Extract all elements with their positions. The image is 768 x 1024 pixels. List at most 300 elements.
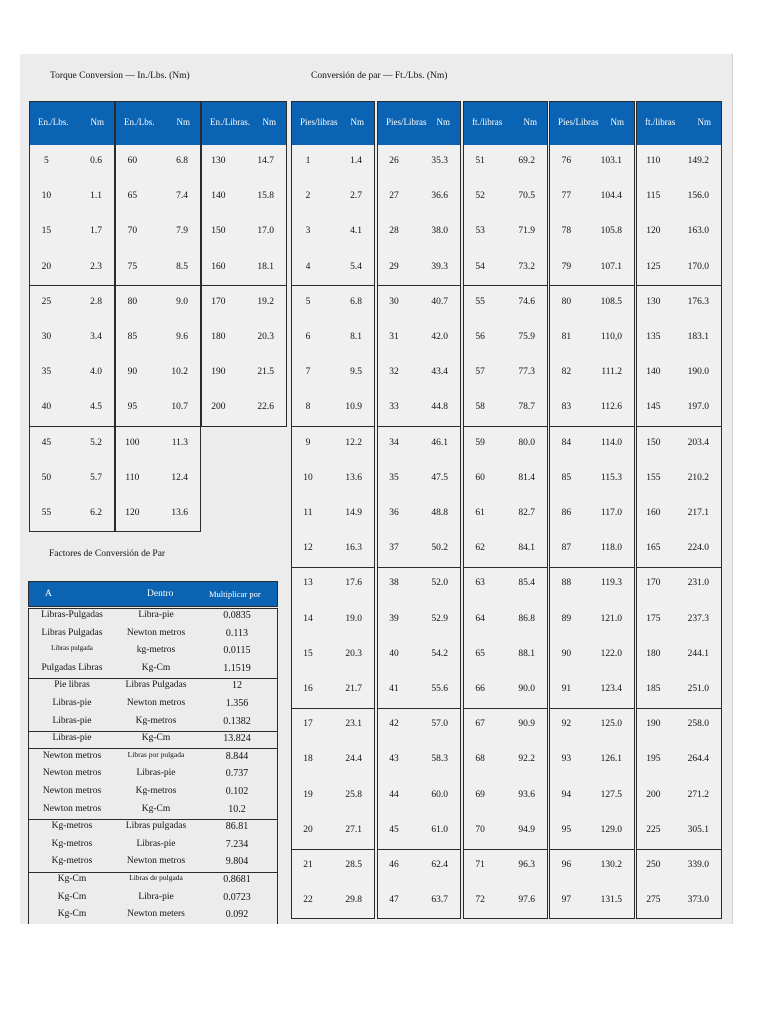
cell-nm: 210.2	[687, 472, 709, 483]
cell-nm: 14.7	[257, 156, 274, 166]
factor-from: Libras Pulgadas	[41, 627, 103, 638]
cell-value: 45	[41, 437, 52, 448]
factor-from: Libras-pie	[52, 715, 92, 726]
heading-factors: Factores de Conversión de Par	[49, 549, 166, 559]
cell-value: 85	[561, 472, 572, 483]
cell-nm: 25.8	[345, 789, 362, 800]
cell-value: 3	[305, 226, 311, 237]
factor-row	[28, 784, 278, 802]
factor-to: Libras de pulgada	[129, 873, 183, 882]
cell-value: 19	[303, 789, 313, 800]
in-table-2	[115, 101, 201, 532]
cell-nm: 197.0	[687, 402, 709, 413]
table-row	[550, 427, 634, 462]
header-unit: ft./libras	[472, 117, 503, 127]
cell-value: 190	[646, 719, 661, 730]
cell-value: 8	[305, 402, 311, 413]
table-row	[464, 145, 547, 180]
cell-nm: 70.5	[518, 191, 535, 202]
cell-value: 59	[475, 437, 485, 448]
cell-value: 6	[305, 332, 311, 342]
cell-value: 38	[389, 578, 399, 589]
cell-nm: 85.4	[518, 578, 535, 589]
factor-multiplier: 7.234	[225, 838, 249, 850]
cell-nm: 55.6	[431, 684, 448, 694]
table-row	[550, 849, 634, 884]
table-row	[292, 497, 374, 532]
table-row	[464, 532, 547, 567]
table-row	[637, 814, 721, 849]
table-row	[550, 286, 634, 321]
factor-group-divider	[28, 872, 278, 873]
cell-nm: 271.2	[687, 789, 709, 800]
cell-nm: 12.2	[345, 437, 362, 448]
factor-to: Libras-pie	[136, 768, 176, 779]
table-row	[464, 180, 547, 215]
cell-nm: 35.3	[431, 156, 448, 166]
cell-nm: 1.1	[90, 191, 102, 202]
factor-multiplier: 1.1519	[223, 662, 251, 674]
table-row	[30, 321, 114, 356]
cell-nm: 130.2	[600, 860, 622, 870]
cell-nm: 92.2	[518, 754, 535, 765]
factor-from: Kg-Cm	[57, 909, 87, 920]
cell-nm: 231.0	[687, 578, 709, 589]
table-row	[30, 180, 114, 215]
cell-nm: 88.1	[518, 648, 535, 659]
cell-value: 140	[211, 191, 226, 202]
cell-value: 200	[646, 789, 661, 800]
header-unit: Pies/Libras	[558, 117, 599, 127]
table-row	[378, 286, 460, 321]
cell-value: 78	[561, 226, 572, 237]
cell-nm: 81.4	[518, 472, 535, 483]
cell-value: 52	[475, 191, 485, 202]
table-row	[292, 462, 374, 497]
cell-value: 43	[389, 754, 399, 765]
cell-nm: 9.0	[176, 296, 188, 307]
cell-nm: 86.8	[518, 613, 535, 624]
cell-value: 77	[561, 191, 572, 202]
cell-nm: 57.0	[431, 719, 448, 730]
factor-to: kg-metros	[136, 645, 176, 656]
factor-row	[28, 907, 278, 924]
factor-row	[28, 766, 278, 784]
cell-value: 96	[561, 860, 572, 870]
table-row	[637, 462, 721, 497]
cell-nm: 13.6	[345, 472, 362, 483]
cell-nm: 82.7	[518, 508, 535, 518]
cell-value: 11	[303, 508, 313, 518]
factors-header	[28, 581, 278, 607]
cell-nm: 16.3	[345, 543, 362, 554]
table-row	[292, 779, 374, 814]
ft-table-2	[377, 101, 461, 919]
header-nm: Nm	[436, 117, 450, 127]
cell-value: 145	[646, 402, 661, 413]
cell-value: 34	[389, 437, 399, 448]
table-row	[30, 356, 114, 391]
cell-nm: 6.8	[350, 296, 362, 307]
cell-nm: 203.4	[687, 437, 709, 448]
cell-value: 58	[475, 402, 485, 413]
factor-multiplier: 0.092	[225, 909, 249, 921]
table-row	[637, 884, 721, 919]
cell-nm: 7.9	[176, 226, 188, 237]
cell-value: 50	[41, 472, 52, 483]
table-row	[637, 427, 721, 462]
cell-value: 195	[646, 754, 661, 765]
factor-row	[28, 643, 278, 661]
factor-group-divider	[28, 678, 278, 679]
table-row	[202, 286, 286, 321]
cell-nm: 8.1	[350, 332, 362, 342]
in-table-3	[201, 101, 287, 427]
factor-to: Kg-metros	[135, 786, 177, 796]
cell-nm: 52.0	[431, 578, 448, 589]
factor-multiplier: 0.102	[225, 786, 249, 797]
table-row	[378, 884, 460, 919]
table-row	[637, 673, 721, 708]
factor-row	[28, 608, 278, 626]
cell-nm: 42.0	[431, 332, 448, 342]
table-header	[30, 102, 114, 145]
cell-value: 90	[127, 367, 138, 378]
header-nm: Nm	[523, 117, 537, 127]
table-row	[378, 215, 460, 250]
table-row	[292, 286, 374, 321]
cell-nm: 78.7	[518, 402, 535, 413]
cell-nm: 3.4	[90, 332, 102, 342]
factor-row	[28, 626, 278, 644]
cell-value: 69	[475, 789, 485, 800]
cell-value: 37	[389, 543, 399, 554]
cell-value: 140	[646, 367, 661, 378]
table-row	[378, 462, 460, 497]
cell-value: 21	[303, 860, 313, 870]
cell-nm: 97.6	[518, 895, 535, 906]
table-row	[637, 779, 721, 814]
table-header	[637, 102, 721, 145]
factor-to: Kg-Cm	[141, 733, 171, 744]
table-row	[378, 673, 460, 708]
cell-nm: 21.5	[257, 367, 274, 378]
cell-value: 275	[646, 895, 661, 906]
cell-value: 225	[646, 824, 661, 835]
cell-value: 120	[125, 508, 140, 518]
factor-from: Kg-metros	[51, 856, 93, 867]
cell-value: 92	[561, 719, 572, 730]
cell-value: 9	[305, 437, 311, 448]
cell-value: 40	[389, 648, 399, 659]
cell-value: 47	[389, 895, 399, 906]
cell-value: 1	[305, 156, 311, 166]
cell-value: 185	[646, 684, 661, 694]
table-row	[378, 849, 460, 884]
cell-nm: 170.0	[687, 261, 709, 272]
cell-nm: 122.0	[600, 648, 622, 659]
cell-nm: 127.5	[600, 789, 622, 800]
table-row	[550, 814, 634, 849]
cell-value: 80	[127, 296, 138, 307]
cell-value: 175	[646, 613, 661, 624]
cell-value: 170	[211, 296, 226, 307]
cell-nm: 10.7	[171, 402, 188, 413]
header-unit: ft./libras	[645, 117, 676, 127]
cell-nm: 339.0	[687, 860, 709, 870]
table-row	[550, 145, 634, 180]
factor-multiplier: 12	[232, 680, 242, 692]
factor-to: Libra-pie	[138, 610, 174, 620]
factor-multiplier: 0.1382	[223, 715, 251, 727]
cell-nm: 190.0	[687, 367, 709, 378]
cell-nm: 117.0	[600, 508, 622, 518]
cell-value: 61	[475, 508, 485, 518]
table-row	[292, 673, 374, 708]
table-row	[464, 779, 547, 814]
header-nm: Nm	[350, 117, 364, 127]
cell-nm: 176.3	[687, 296, 709, 307]
cell-nm: 244.1	[687, 648, 709, 659]
document-sheet	[20, 54, 733, 924]
table-row	[464, 462, 547, 497]
factor-group-divider	[28, 731, 278, 732]
cell-value: 62	[475, 543, 485, 554]
factor-multiplier: 8.844	[225, 750, 249, 762]
cell-value: 130	[211, 156, 226, 166]
cell-nm: 48.8	[431, 508, 448, 518]
table-row	[550, 532, 634, 567]
cell-value: 86	[561, 508, 572, 518]
factor-row	[28, 696, 278, 714]
table-row	[464, 708, 547, 743]
table-row	[292, 849, 374, 884]
cell-nm: 84.1	[518, 543, 535, 554]
factor-to: Kg-Cm	[141, 803, 171, 814]
table-row	[637, 286, 721, 321]
heading-torque-in: Torque Conversion — In./Lbs. (Nm)	[50, 71, 190, 81]
factor-to: Newton metros	[126, 698, 186, 708]
cell-value: 83	[561, 402, 572, 413]
cell-value: 91	[561, 684, 572, 694]
table-row	[637, 603, 721, 638]
factors-col-mult: Multiplicar por	[209, 589, 261, 599]
table-row	[292, 814, 374, 849]
cell-nm: 27.1	[345, 824, 362, 835]
cell-nm: 14.9	[345, 508, 362, 518]
table-row	[116, 180, 200, 215]
cell-value: 150	[211, 226, 226, 237]
cell-value: 76	[561, 156, 572, 166]
cell-value: 60	[127, 156, 138, 166]
cell-nm: 4.5	[90, 402, 102, 413]
cell-value: 250	[646, 860, 661, 870]
table-header	[116, 102, 200, 145]
table-row	[464, 884, 547, 919]
cell-value: 10	[303, 472, 313, 483]
table-row	[378, 180, 460, 215]
cell-value: 29	[389, 261, 399, 272]
cell-nm: 9.6	[176, 332, 188, 342]
table-row	[637, 180, 721, 215]
table-row	[464, 849, 547, 884]
table-row	[550, 567, 634, 602]
cell-value: 5	[43, 156, 49, 166]
cell-value: 2	[305, 191, 311, 202]
cell-value: 33	[389, 402, 399, 413]
cell-value: 20	[303, 824, 313, 835]
cell-nm: 8.5	[176, 261, 188, 272]
table-row	[202, 145, 286, 180]
factor-border	[277, 608, 278, 924]
factor-to: Newton metros	[126, 856, 186, 867]
cell-value: 65	[127, 191, 138, 202]
cell-value: 165	[646, 543, 661, 554]
table-row	[30, 215, 114, 250]
cell-value: 4	[305, 261, 311, 272]
factor-from: Kg-Cm	[57, 891, 87, 902]
cell-nm: 39.3	[431, 261, 448, 272]
table-header	[378, 102, 460, 145]
cell-value: 160	[646, 508, 661, 518]
cell-nm: 43.4	[431, 367, 448, 378]
cell-value: 190	[211, 367, 226, 378]
header-unit: Pies/libras	[300, 117, 338, 127]
cell-nm: 46.1	[431, 437, 448, 448]
cell-value: 64	[475, 613, 485, 624]
factors-col-to: Dentro	[147, 589, 174, 599]
factor-row	[28, 661, 278, 679]
factor-multiplier: 0.0115	[223, 645, 251, 657]
table-row	[30, 391, 114, 426]
cell-value: 84	[561, 437, 572, 448]
cell-nm: 119.3	[600, 578, 622, 589]
table-row	[378, 814, 460, 849]
factor-to: Newton meters	[127, 909, 185, 920]
table-row	[292, 532, 374, 567]
cell-nm: 0.6	[90, 156, 102, 166]
cell-value: 81	[561, 332, 572, 342]
factor-to: Libras Pulgadas	[125, 680, 187, 691]
table-row	[464, 391, 547, 426]
factor-from: Libras-pie	[52, 733, 92, 744]
table-header	[292, 102, 374, 145]
table-row	[637, 356, 721, 391]
table-row	[116, 215, 200, 250]
table-row	[378, 391, 460, 426]
factor-to: Libras-pie	[136, 838, 176, 849]
factor-row	[28, 749, 278, 767]
cell-nm: 94.9	[518, 824, 535, 835]
table-row	[116, 251, 200, 286]
cell-value: 36	[389, 508, 399, 518]
cell-nm: 4.0	[90, 367, 102, 378]
cell-value: 63	[475, 578, 485, 589]
cell-nm: 19.2	[257, 296, 274, 307]
factor-multiplier: 86.81	[225, 821, 249, 833]
cell-nm: 38.0	[431, 226, 448, 237]
cell-nm: 93.6	[518, 789, 535, 800]
cell-nm: 237.3	[687, 613, 709, 624]
table-row	[550, 884, 634, 919]
cell-nm: 5.7	[90, 472, 102, 483]
table-row	[637, 638, 721, 673]
table-row	[378, 567, 460, 602]
cell-nm: 17.0	[257, 226, 274, 237]
header-unit: En./Lbs.	[38, 117, 69, 127]
table-row	[202, 215, 286, 250]
cell-value: 5	[305, 296, 311, 307]
table-row	[464, 251, 547, 286]
cell-value: 60	[475, 472, 485, 483]
cell-nm: 10.9	[345, 402, 362, 413]
cell-nm: 74.6	[518, 296, 535, 307]
table-row	[637, 251, 721, 286]
cell-nm: 73.2	[518, 261, 535, 272]
table-row	[464, 603, 547, 638]
table-row	[30, 427, 114, 462]
cell-nm: 10.2	[171, 367, 188, 378]
cell-value: 110	[646, 156, 661, 166]
cell-nm: 15.8	[257, 191, 274, 202]
cell-value: 95	[561, 824, 572, 835]
cell-value: 26	[389, 156, 399, 166]
cell-nm: 5.4	[350, 261, 362, 272]
table-row	[292, 180, 374, 215]
table-row	[550, 603, 634, 638]
factor-from: Newton metros	[42, 750, 102, 761]
table-row	[637, 497, 721, 532]
table-row	[292, 708, 374, 743]
cell-value: 55	[41, 508, 52, 518]
cell-nm: 264.4	[687, 754, 709, 765]
cell-nm: 105.8	[600, 226, 622, 237]
heading-torque-ft: Conversión de par — Ft./Lbs. (Nm)	[311, 71, 448, 81]
cell-nm: 217.1	[687, 508, 709, 518]
table-row	[202, 356, 286, 391]
cell-value: 135	[646, 332, 661, 342]
cell-nm: 108.5	[600, 296, 622, 307]
factor-row	[28, 731, 278, 749]
cell-value: 71	[475, 860, 485, 870]
table-row	[550, 215, 634, 250]
table-row	[202, 251, 286, 286]
table-row	[30, 286, 114, 321]
cell-value: 90	[561, 648, 572, 659]
factor-from: Newton metros	[42, 803, 102, 814]
table-row	[378, 743, 460, 778]
cell-nm: 90.0	[518, 684, 535, 694]
factor-multiplier: 1.356	[225, 698, 249, 709]
cell-nm: 131.5	[600, 895, 622, 906]
factor-multiplier: 0.0835	[223, 610, 251, 621]
cell-value: 41	[389, 684, 399, 694]
cell-value: 44	[389, 789, 399, 800]
cell-value: 94	[561, 789, 572, 800]
cell-nm: 96.3	[518, 860, 535, 870]
factor-to: Kg-Cm	[141, 662, 171, 673]
table-row	[550, 497, 634, 532]
cell-nm: 90.9	[518, 719, 535, 730]
cell-value: 16	[303, 684, 313, 694]
table-row	[202, 391, 286, 426]
factor-row	[28, 890, 278, 908]
table-row	[550, 779, 634, 814]
cell-value: 25	[41, 296, 52, 307]
factor-from: Kg-metros	[51, 821, 93, 832]
table-row	[464, 638, 547, 673]
factor-group-divider	[28, 608, 278, 609]
